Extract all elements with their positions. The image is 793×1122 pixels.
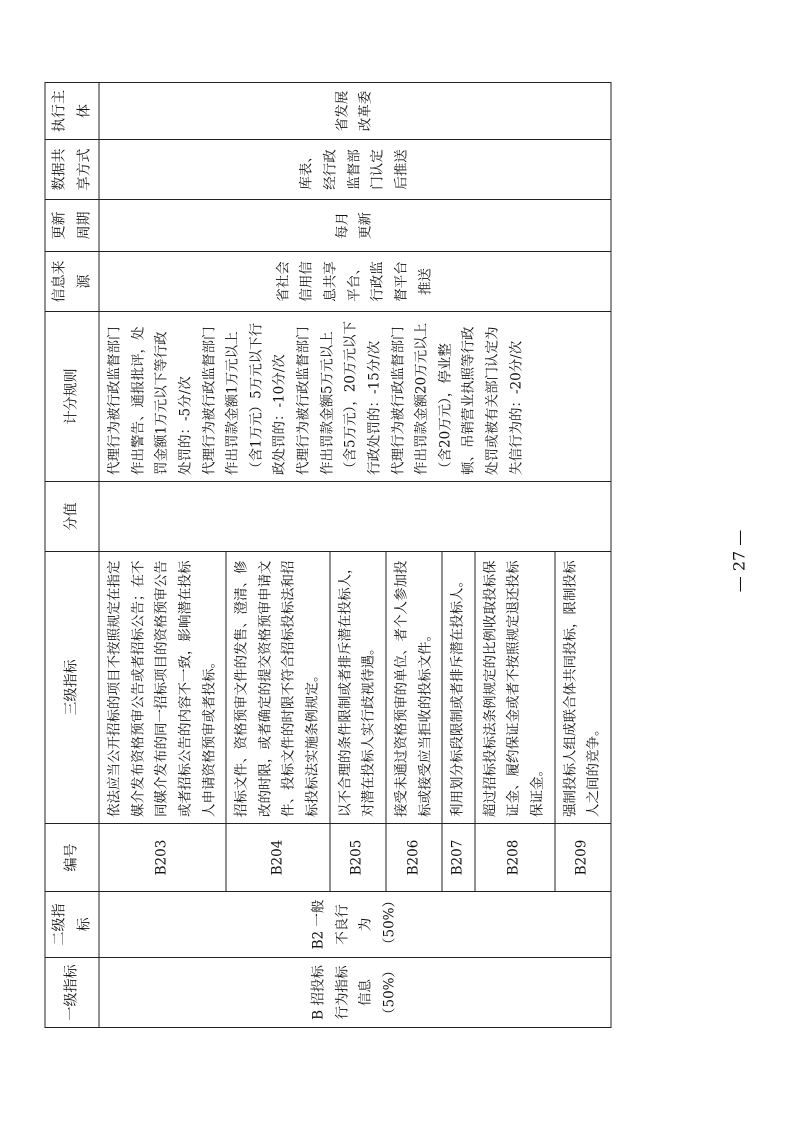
score-cell xyxy=(99,482,611,552)
indicator-id: B206 xyxy=(386,824,442,892)
indicator-text: 利用划分标段限制或者排斥潜在投标人。 xyxy=(442,552,475,824)
indicator-text: 以不合理的条件限制或者排斥潜在投标人，对潜在投标人实行歧视待遇。 xyxy=(330,552,386,824)
indicator-text: 依法应当公开招标的项目不按照规定在指定媒介发布资格预审公告或者招标公告；在不同媒介发布的同一招标项目的资格预审公告或者招标公告的内容不一致，影响潜在投标人申请资格预审或者投标。 xyxy=(99,552,226,824)
indicator-text: 超过招标投标法条例规定的比例收取投标保证金、履约保证金或者不按照规定退还投标保证金。 xyxy=(475,552,555,824)
header-row xyxy=(45,83,99,1028)
indicator-id: B204 xyxy=(226,824,330,892)
page-number: — 27 — xyxy=(729,529,749,593)
executor-cell: 省发展改革委 xyxy=(99,83,611,140)
indicator-text: 接受未通过资格预审的单位、者个人参加投标或接受应当拒收的投标文件。 xyxy=(386,552,442,824)
header-level2: 二级指标 xyxy=(45,892,99,958)
header-source: 信息来源 xyxy=(45,252,99,312)
table-row xyxy=(99,83,226,1028)
header-executor: 执行主体 xyxy=(45,83,99,140)
indicator-text: 招标文件、资格预审文件的发售、澄清、修改的时限，或者确定的提交资格预审申请文件、投标文件的时限不符合招标投标法和招标投标法实施条例规定。 xyxy=(226,552,330,824)
indicator-id: B205 xyxy=(330,824,386,892)
rule-line: 代理行为被行政监督部门作出罚款金额20万元以上（含20万元），停业整顿、吊销营业执照等行政处罚或被有关部门认定为失信行为的：-20分/次 xyxy=(390,322,525,475)
header-level3: 三级指标 xyxy=(45,552,99,824)
header-level1: 一级指标 xyxy=(45,958,99,1028)
indicator-id: B209 xyxy=(555,824,611,892)
header-rule: 计分规则 xyxy=(45,312,99,482)
indicator-text: 强制投标人组成联合体共同投标，限制投标人之间的竞争。 xyxy=(555,552,611,824)
rule-line: 代理行为被行政监督部门作出罚款金额1万元以上（含1万元）5万元以下行政处罚的：-10分/次 xyxy=(201,322,288,475)
header-id: 编号 xyxy=(45,824,99,892)
rule-cell xyxy=(99,312,611,482)
header-score: 分值 xyxy=(45,482,99,552)
rule-line: 代理行为被行政监督部门作出警告、通报批评，处罚金额1万元以下等行政处罚的：-5分/次 xyxy=(106,326,194,475)
indicator-table xyxy=(45,82,612,1028)
source-cell: 省社会信用信息共享平台、行政监督平台推送 xyxy=(99,252,611,312)
level2-cell: B2 一般不良行为（50%） xyxy=(99,892,611,958)
rule-line: 代理行为被行政监督部门作出罚款金额5万元以上（含5万元），20万元以下行政处罚的：-15分/次 xyxy=(295,320,383,475)
indicator-id: B207 xyxy=(442,824,475,892)
share-cell: 库表、经行政监督部门认定后推送 xyxy=(99,140,611,200)
header-cycle: 更新周期 xyxy=(45,200,99,252)
level1-cell: B 招投标行为指标信息（50%） xyxy=(99,958,611,1028)
indicator-id: B208 xyxy=(475,824,555,892)
rule-text xyxy=(104,318,529,475)
header-share: 数据共享方式 xyxy=(45,140,99,200)
indicator-id: B203 xyxy=(99,824,226,892)
cycle-cell: 每月更新 xyxy=(99,200,611,252)
